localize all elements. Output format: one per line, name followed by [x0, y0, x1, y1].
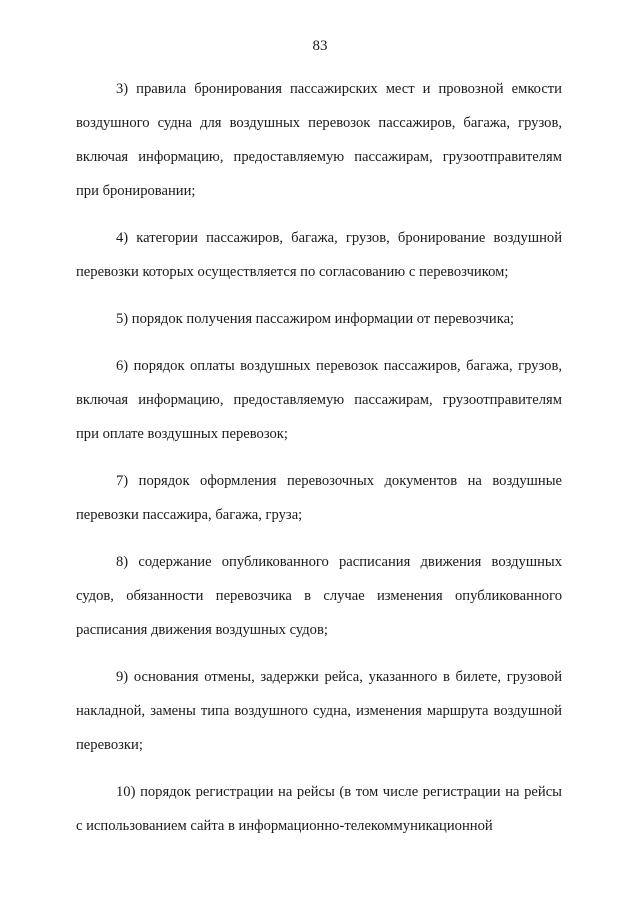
paragraph-item-3: 3) правила бронирования пассажирских мест и провозной емкости воздушного судна для воздушных перевозок пассажиров, багажа, грузов, включая информацию, предоставляемую пассажирам, грузоотправителям при бронировании; — [76, 81, 562, 199]
document-body — [76, 72, 562, 856]
paragraph-item-10: 10) порядок регистрации на рейсы (в том числе регистрации на рейсы с использованием сайта в информационно-телекоммуникационной — [76, 784, 562, 834]
page-number: 83 — [312, 38, 328, 54]
paragraph-item-5: 5) порядок получения пассажиром информации от перевозчика; — [116, 311, 515, 327]
paragraph-item-7: 7) порядок оформления перевозочных документов на воздушные перевозки пассажира, багажа, груза; — [76, 473, 562, 523]
paragraph-item-4: 4) категории пассажиров, багажа, грузов, бронирование воздушной перевозки которых осуществляется по согласованию с перевозчиком; — [76, 230, 562, 280]
paragraph-item-8: 8) содержание опубликованного расписания движения воздушных судов, обязанности перевозчика в случае изменения опубликованного расписания движения воздушных судов; — [76, 554, 562, 638]
paragraph-item-9: 9) основания отмены, задержки рейса, указанного в билете, грузовой накладной, замены типа воздушного судна, изменения маршрута воздушной перевозки; — [76, 669, 562, 753]
paragraph-item-6: 6) порядок оплаты воздушных перевозок пассажиров, багажа, грузов, включая информацию, предоставляемую пассажирам, грузоотправителям при оплате воздушных перевозок; — [76, 358, 562, 442]
